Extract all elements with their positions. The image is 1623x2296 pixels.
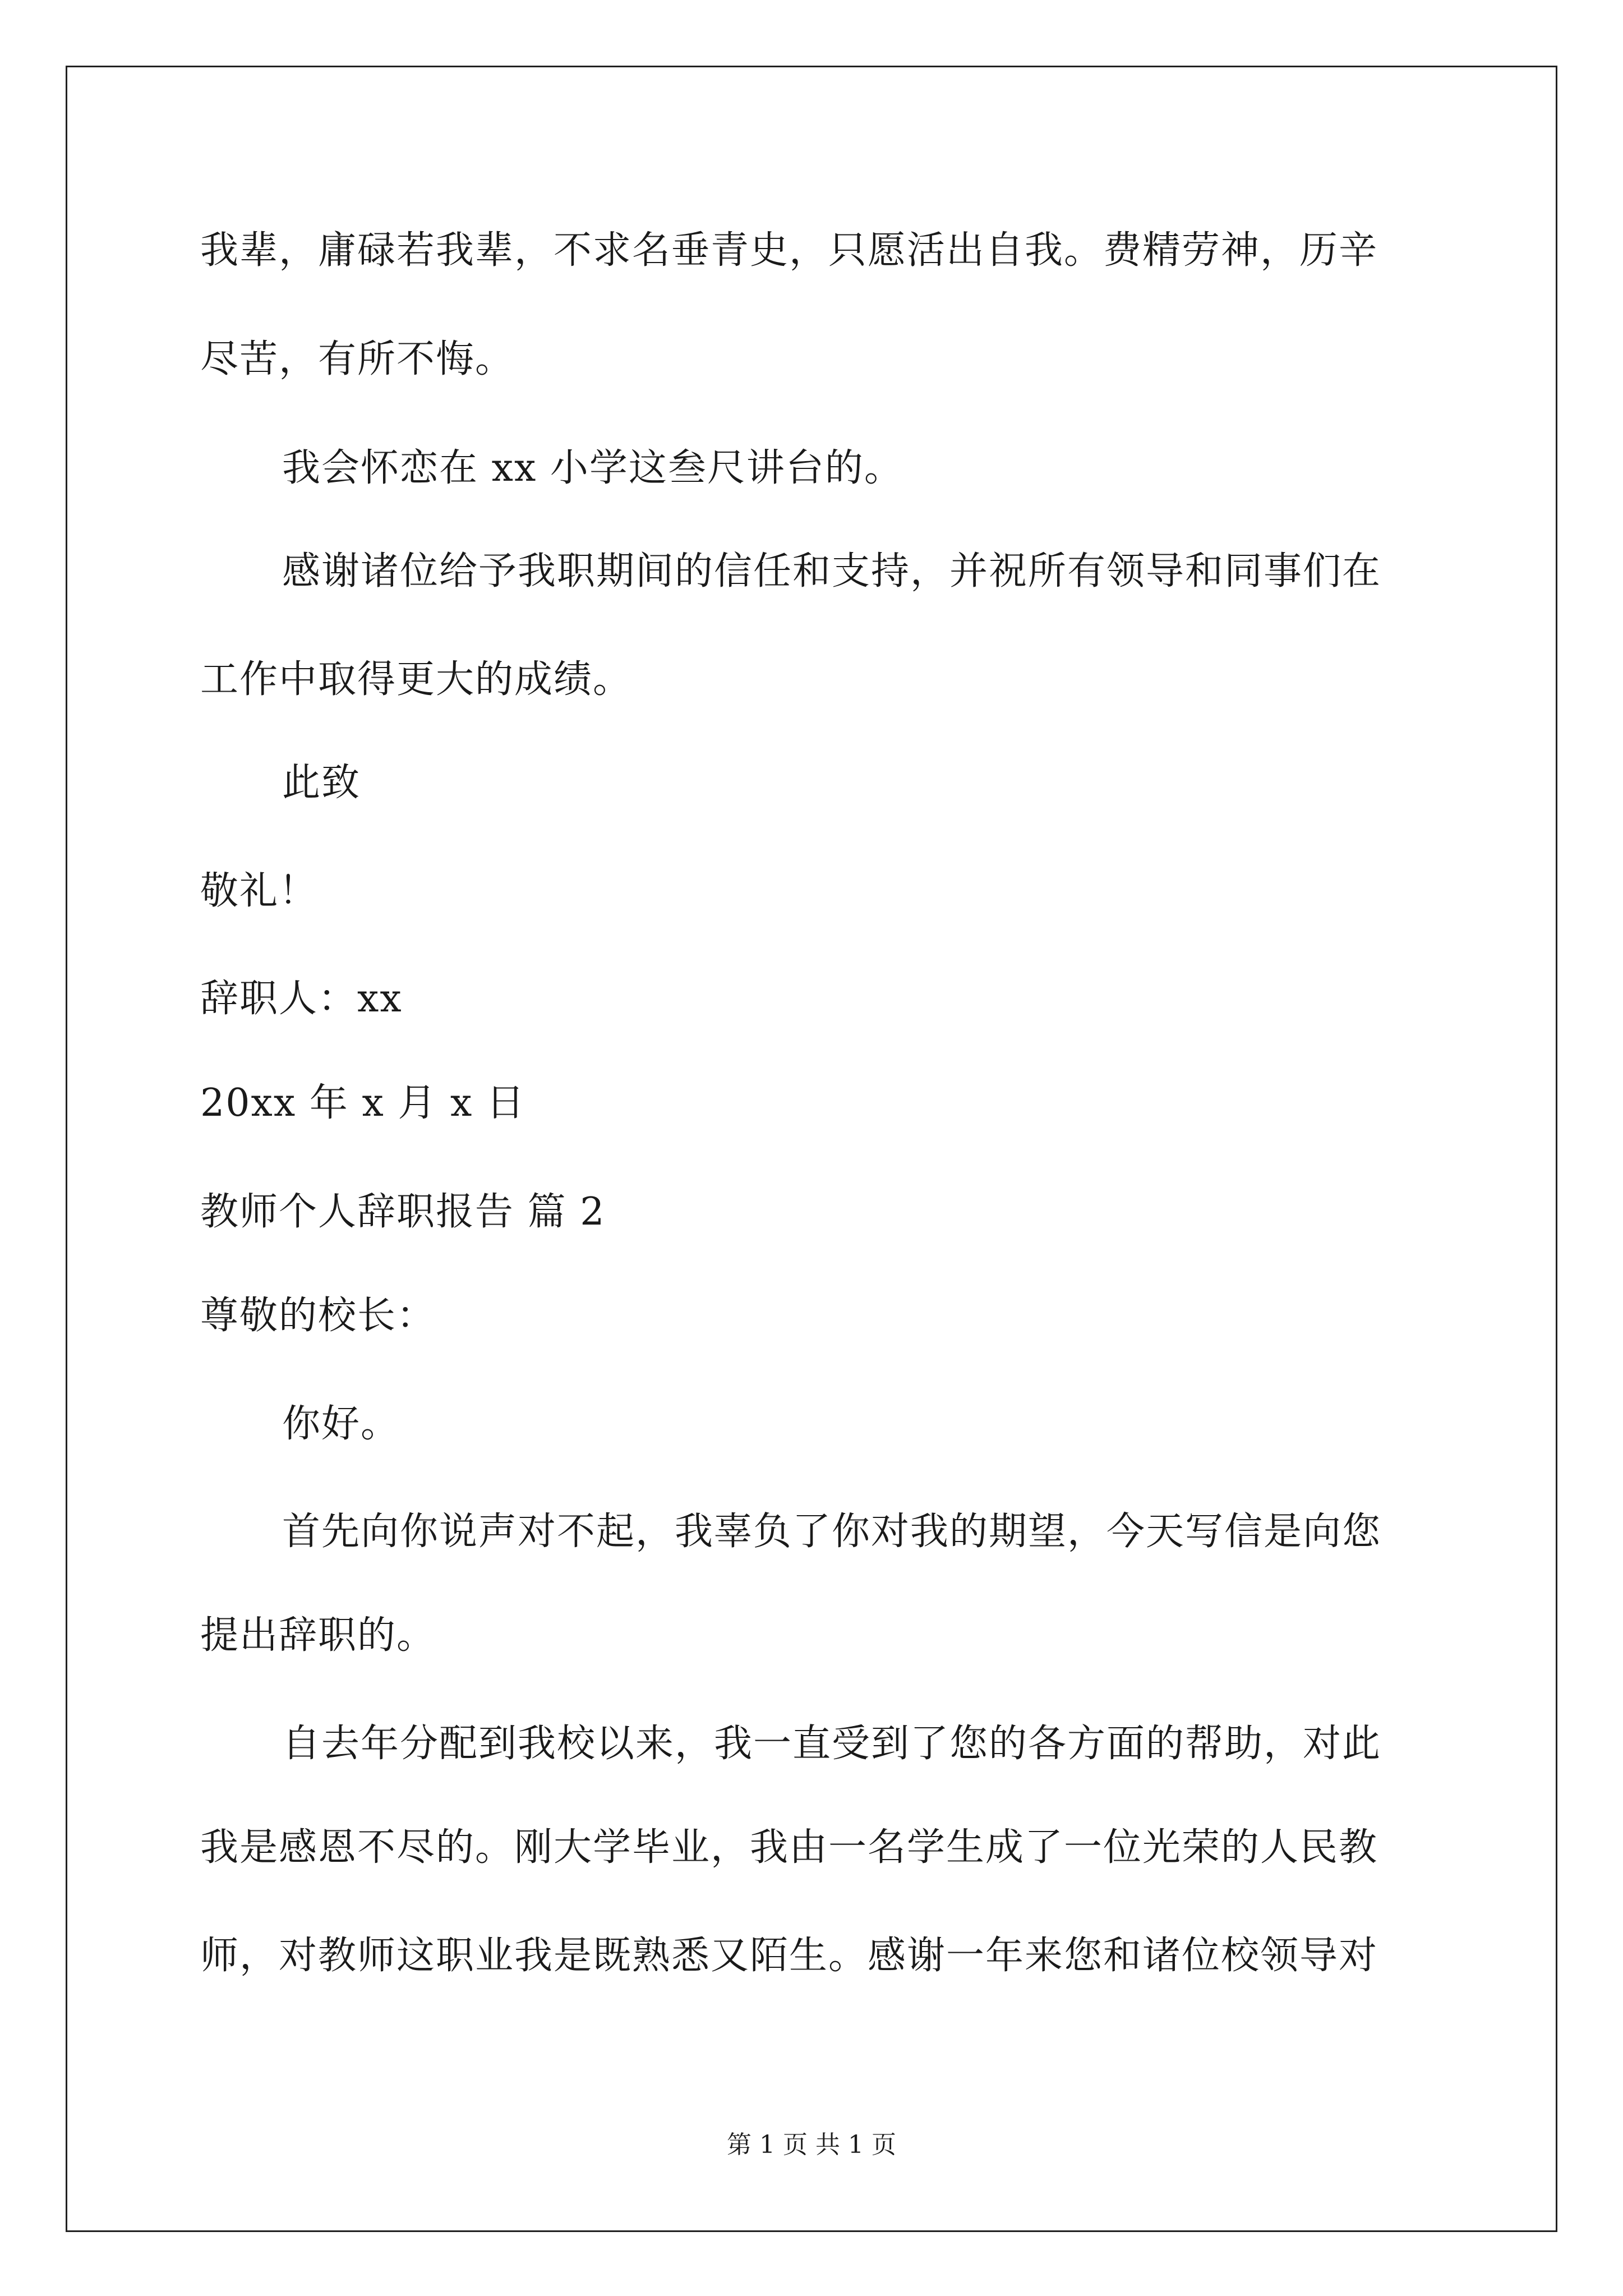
body-line: 你好。: [282, 1402, 400, 1446]
closing-regards: 敬礼！: [200, 869, 319, 913]
body-line: 工作中取得更大的成绩。: [200, 657, 633, 702]
body-line: 我会怀恋在 xx 小学这叁尺讲台的。: [282, 446, 903, 490]
body-line: 我辈，庸碌若我辈，不求名垂青史，只愿活出自我。费精劳神，历辛: [200, 228, 1378, 273]
signature-line: 辞职人：xx: [200, 977, 403, 1021]
body-line: 自去年分配到我校以来，我一直受到了您的各方面的帮助，对此: [282, 1722, 1382, 1766]
date-line: 20xx 年 x 月 x 日: [200, 1081, 526, 1125]
body-line: 感谢诸位给予我职期间的信任和支持，并祝所有领导和同事们在: [282, 549, 1382, 593]
body-line: 尽苦，有所不悔。: [200, 337, 515, 381]
body-line: 我是感恩不尽的。刚大学毕业，我由一名学生成了一位光荣的人民教: [200, 1825, 1378, 1870]
greeting-line: 尊敬的校长：: [200, 1294, 436, 1338]
body-line: 师，对教师这职业我是既熟悉又陌生。感谢一年来您和诸位校领导对: [200, 1934, 1378, 1978]
page-border: [66, 66, 1557, 2232]
closing-salutation: 此致: [282, 761, 361, 805]
page-footer: 第 1 页 共 1 页: [727, 2131, 896, 2159]
section-title: 教师个人辞职报告 篇 2: [200, 1190, 606, 1234]
body-line: 首先向你说声对不起，我辜负了你对我的期望，今天写信是向您: [282, 1510, 1382, 1554]
body-line: 提出辞职的。: [200, 1613, 436, 1658]
